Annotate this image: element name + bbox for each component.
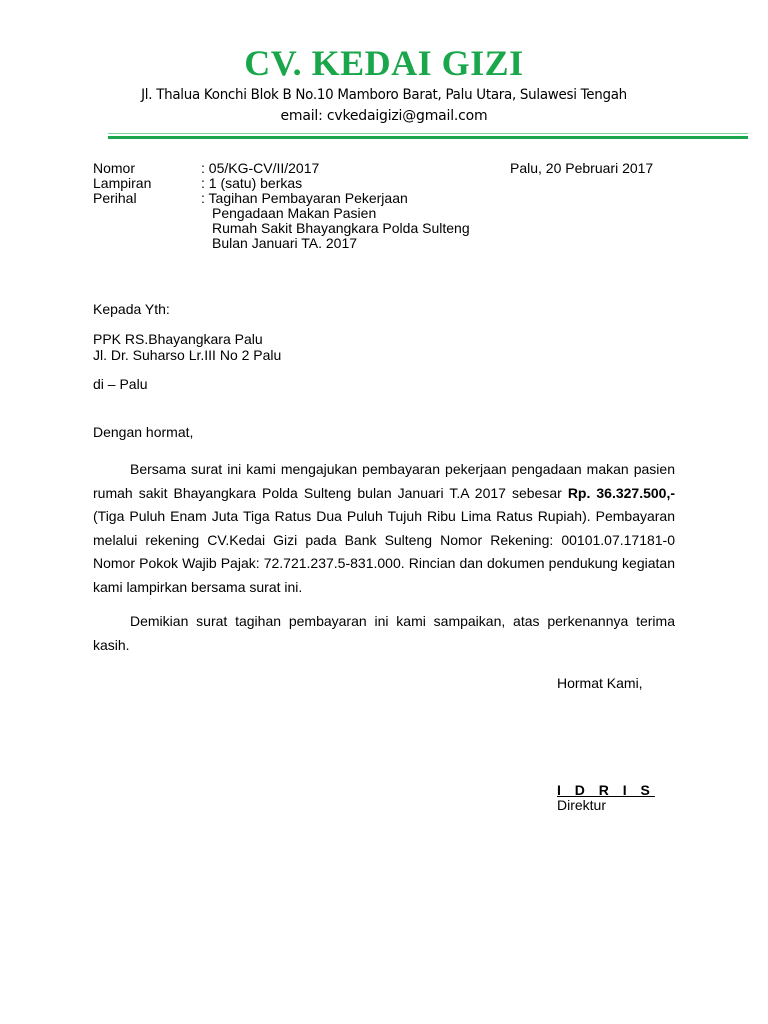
body-paragraph-2: Demikian surat tagihan pembayaran ini kami sampaikan, atas perkenannya terima kasih.: [93, 613, 675, 653]
recipient-line: Jl. Dr. Suharso Lr.III No 2 Palu: [93, 347, 282, 363]
company-name: CV. KEDAI GIZI: [244, 43, 524, 83]
signatory-title: Direktur: [557, 797, 607, 813]
perihal-line: Pengadaan Makan Pasien: [212, 205, 377, 221]
perihal-line: Rumah Sakit Bhayangkara Polda Sulteng: [212, 220, 470, 236]
recipient-line: PPK RS.Bhayangkara Palu: [93, 331, 263, 347]
recipient-address: [93, 331, 281, 363]
header-divider-thin: [108, 133, 748, 134]
company-address: Jl. Thalua Konchi Blok B No.10 Mamboro Barat, Palu Utara, Sulawesi Tengah: [141, 87, 627, 103]
header-divider-thick: [108, 136, 748, 139]
nomor-label: Nomor: [93, 160, 136, 176]
lampiran-value: : 1 (satu) berkas: [201, 175, 303, 191]
salutation: Dengan hormat,: [93, 424, 194, 440]
perihal-line: Bulan Januari TA. 2017: [212, 235, 358, 251]
paragraph-text: Bersama surat ini kami mengajukan pembayaran pekerjaan pengadaan makan pasien rumah sakit Bhayangkara Polda Sulteng bulan Januari T.A 2017 sebesar: [93, 461, 675, 501]
signatory-name: I D R I S: [557, 782, 655, 798]
signature-block: [557, 783, 655, 813]
recipient-location: di – Palu: [93, 376, 148, 392]
paragraph-text: (Tiga Puluh Enam Juta Tiga Ratus Dua Puluh Tujuh Ribu Lima Ratus Rupiah). Pembayaran melalui rekening CV.Kedai Gizi pada Bank Sulteng Nomor Rekening: 00101.07.17181-0 Nomor Pokok Wajib Pajak: 72.721.237.5-831.000. Rincian dan dokumen pendukung kegiatan kami lampirkan bersama surat ini.: [93, 508, 675, 595]
perihal-label: Perihal: [93, 190, 137, 206]
company-email: email: cvkedaigizi@gmail.com: [280, 108, 488, 124]
perihal-value: : Tagihan Pembayaran Pekerjaan: [201, 190, 408, 206]
lampiran-label: Lampiran: [93, 175, 152, 191]
recipient-greeting: Kepada Yth:: [93, 301, 170, 317]
letter-date: Palu, 20 Pebruari 2017: [510, 160, 654, 176]
body-paragraph-1: [93, 458, 675, 599]
closing-regards: Hormat Kami,: [557, 675, 643, 691]
nomor-value: : 05/KG-CV/II/2017: [201, 160, 320, 176]
payment-amount: Rp. 36.327.500,-: [567, 484, 676, 501]
